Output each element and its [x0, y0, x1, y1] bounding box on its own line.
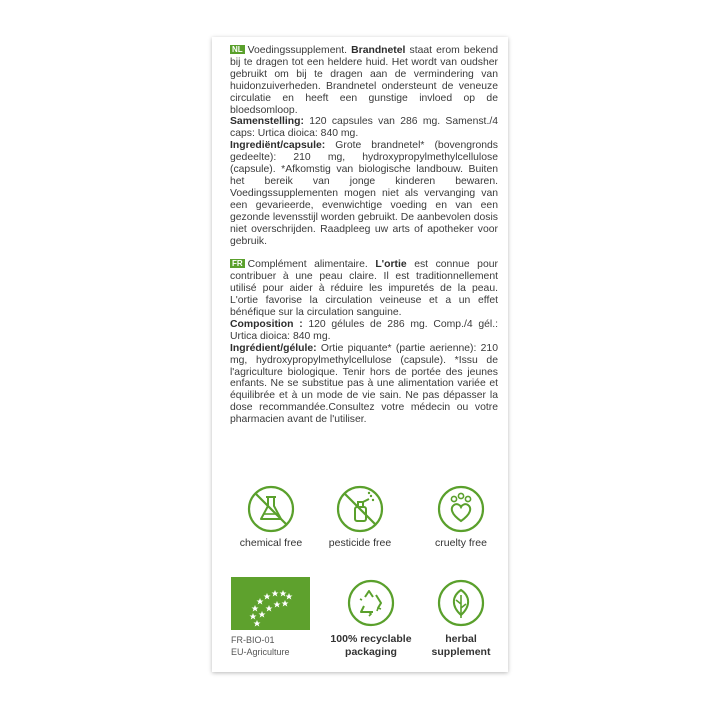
eu-agriculture-label: EU-Agriculture [231, 647, 290, 657]
eu-organic-logo [231, 577, 310, 630]
herbal-label-line2: supplement [431, 646, 491, 658]
pesticide-free-icon [334, 483, 386, 535]
nl-intro-post: staat erom bekend bij te dragen tot een heldere huid. Het wordt van oudsher gebruikt om bij te dragen aan de vermindering van huidonzuiverheden. Brandnetel ondersteunt de veneuze circulatie en heeft een gunstige invloed op de bloedsomloop. [230, 45, 499, 116]
fr-intro-bold: L'ortie [375, 259, 407, 271]
fr-language-badge: FR [232, 259, 243, 269]
fr-ingredient-label: Ingrédient/gélule: [230, 342, 317, 354]
nl-ingredient-label: Ingrediënt/capsule: [230, 140, 326, 152]
eu-code-label: FR-BIO-01 [231, 635, 275, 645]
nl-intro-bold: Brandnetel [351, 45, 406, 56]
pesticide-free-label: pesticide free [328, 537, 392, 549]
cruelty-free-icon [435, 483, 487, 535]
nl-composition-label: Samenstelling: [230, 116, 304, 128]
recyclable-label-line1: 100% recyclable [330, 633, 412, 645]
fr-intro-post: est connue pour contribuer à une peau claire. Il est traditionnellement utilisé pour aider à réduire les impuretés de la peau. L'ortie favorise la circulation veineuse et a un effet bénéfique sur la circulation sanguine. [230, 259, 498, 319]
fr-composition-text: 120 gélules de 286 mg. Comp./4 gél.: Urtica dioica: 840 mg. [230, 318, 498, 342]
fr-composition-label: Composition : [230, 318, 303, 330]
chemical-free-label: chemical free [239, 537, 303, 549]
fr-ingredient-text: Ortie piquante* (partie aerienne): 210 mg, hydroxypropylmethylcellulose (capsule). *Issu de l'agriculture biologique. Tenir hors de portée des jeunes enfants. Ne se substitue pas à une alimentation variée et équilibrée et à un mode de vie sain. Ne pas dépasser la dose recommandée.Consultez votre médecin ou votre pharmacien avant de l'utiliser. [230, 342, 498, 426]
fr-intro-pre: Complément alimentaire. [247, 259, 376, 271]
nl-ingredient-text: Grote brandnetel* (bovengronds gedeelte): 210 mg, hydroxypropylmethylcellulose (capsule). *Afkomstig van biologische landbouw. Buiten het bereik van jonge kinderen bewaren. Voedingssupplementen mogen niet als vervanging van een gevarieerde, evenwichtige voeding en van een gezonde levensstijl worden gebruikt. De aanbevolen dosis niet overschrijden. Raadpleeg uw arts of apotheker voor gebruik. [230, 140, 498, 247]
chemical-free-icon [245, 483, 297, 535]
nl-section [230, 45, 498, 247]
nl-intro-pre: Voedingssupplement. [247, 45, 352, 56]
product-label-panel [212, 37, 508, 672]
label-text-block [230, 45, 498, 426]
fr-section [230, 259, 498, 426]
recycle-icon [345, 577, 397, 629]
herbal-label-line1: herbal [445, 633, 477, 645]
cruelty-free-label: cruelty free [435, 537, 487, 549]
recyclable-label-line2: packaging [345, 646, 397, 658]
nl-language-badge: NL [232, 45, 243, 54]
leaf-icon [435, 577, 487, 629]
nl-composition-text: 120 capsules van 286 mg. Samenst./4 caps: Urtica dioica: 840 mg. [230, 116, 498, 140]
